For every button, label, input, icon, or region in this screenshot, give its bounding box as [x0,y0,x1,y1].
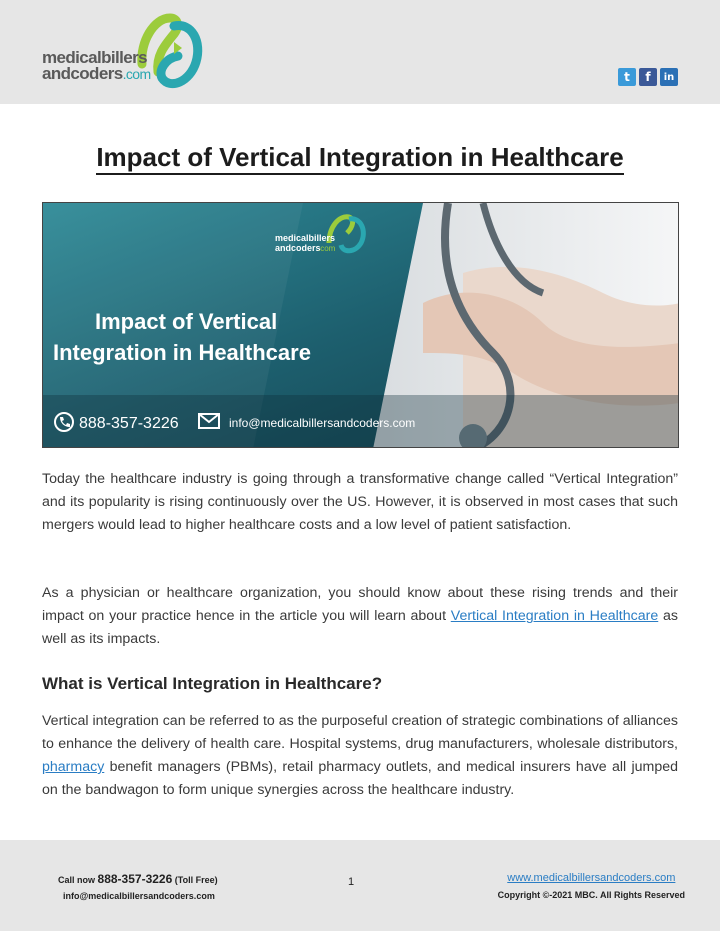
paragraph-text: As a physician or healthcare organization, you should know about these rising trends and their impact on your practice hence in the article you will learn about [42,585,678,624]
toll-free-label: (Toll Free) [174,875,218,885]
banner-heading-line-1: Impact of Vertical [95,309,278,334]
second-paragraph [42,582,678,651]
banner-email: info@medicalbillersandcoders.com [229,416,416,430]
intro-paragraph: Today the healthcare industry is going through a transformative change called “Vertical Integration” and its popularity is rising continuously over the US. However, it is observed in most cases that such mergers would lead to higher healthcare costs and a low level of patient satisfaction. [42,471,678,533]
vertical-integration-link[interactable]: Vertical Integration in Healthcare [450,608,659,624]
logo-wordmark [42,50,151,82]
pharmacy-link[interactable]: pharmacy [42,759,105,775]
banner-logo-line-2: andcoders [275,243,321,253]
banner-phone: 888-357-3226 [79,415,179,432]
page-title [0,142,720,173]
copyright-text: Copyright ©-2021 MBC. All Rights Reserved [497,890,685,900]
social-links [618,68,678,86]
footer-site-info [498,868,685,904]
company-logo[interactable] [42,12,212,94]
footer-phone[interactable]: 888-357-3226 [97,872,173,886]
hero-banner-image [42,202,679,448]
paragraph-text: Vertical integration can be referred to as the purposeful creation of strategic combinations of alliances to enhance the delivery of health care. Hospital systems, drug manufacturers, wholesale distributors, [42,713,678,752]
page-title-text: Impact of Vertical Integration in Healthcare [96,142,623,175]
page-number: 1 [348,876,355,888]
call-label: Call now [58,875,96,885]
facebook-icon[interactable]: f [639,68,657,86]
paragraph-text: as well as its impacts. [42,608,678,647]
logo-line-2: andcoders [42,64,123,83]
logo-line-1: medicalbillers [42,48,147,67]
footer-contact [58,871,218,904]
banner-heading-line-2: Integration in Healthcare [53,340,311,365]
paragraph-text: benefit managers (PBMs), retail pharmacy outlets, and medical insurers have all jumped on the bandwagon to form unique synergies across the healthcare industry. [42,759,678,798]
page-footer [0,840,720,931]
website-link[interactable]: www.medicalbillersandcoders.com [507,872,676,884]
footer-email[interactable]: info@medicalbillersandcoders.com [63,891,215,901]
banner-logo-line-1: medicalbillers [275,233,336,243]
section-heading: What is Vertical Integration in Healthcare? [42,674,383,693]
banner-logo-tld: .com [318,244,336,253]
logo-tld: .com [122,66,151,82]
linkedin-icon[interactable]: in [660,68,678,86]
twitter-icon[interactable]: t [618,68,636,86]
page-header [0,0,720,104]
banner-illustration [43,203,679,448]
definition-paragraph [42,710,678,802]
